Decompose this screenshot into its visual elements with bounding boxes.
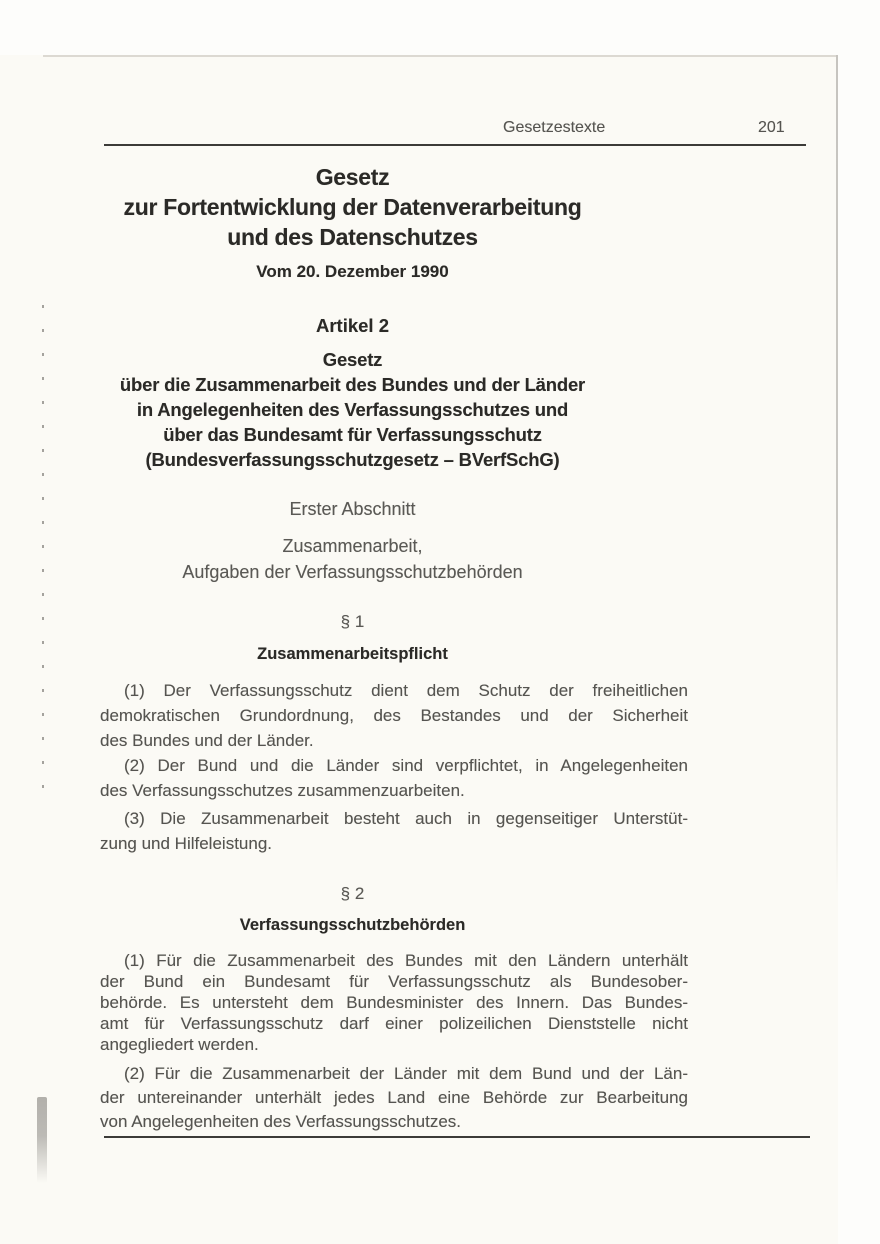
article-subtitle-line: über das Bundesamt für Verfassungsschutz [163,424,542,445]
paragraph-mark: § 1 [340,612,365,631]
paper-right-edge-line [836,55,838,895]
text-line: (1) Für die Zusammenarbeit des Bundes mit den Ländern unterhält [124,951,688,970]
section-subtitle-line: Aufgaben der Verfassungsschutzbehörden [182,562,523,582]
text-line: von Angelegenheiten des Verfassungsschutzes. [100,1112,462,1131]
binding-artifact-dashes [42,305,44,797]
text-line: der untereinander unterhält jedes Land eine Behörde zur Bearbeitung [100,1088,688,1107]
header-rule [104,144,806,146]
article-subtitle-line: Gesetz [322,349,383,370]
paragraph-text-block [100,678,688,753]
running-title: Gesetzestexte [503,119,606,136]
text-line: zung und Hilfeleistung. [100,834,273,853]
scanner-backdrop-right [838,0,880,1244]
paragraph-text-block [100,753,688,803]
text-line: behörde. Es untersteht dem Bundesminister des Innern. Das Bundes- [100,993,688,1012]
article-subtitle [70,347,635,472]
text-line: (2) Für die Zusammenarbeit der Länder mit dem Bund und der Län- [124,1064,688,1083]
binding-shadow-bottom-left [37,1097,47,1183]
article-subtitle-line: in Angelegenheiten des Verfassungsschutzes und [136,399,569,420]
section-subtitle-line: Zusammenarbeit, [282,536,423,556]
paragraph-text-block [100,1062,688,1134]
article-subtitle-line: (Bundesverfassungsschutzgesetz – BVerfSchG) [145,449,560,470]
text-line: (2) Der Bund und die Länder sind verpflichtet, in Angelegenheiten [124,756,688,775]
law-title-line: Gesetz [315,164,390,190]
law-title-line: und des Datenschutzes [227,224,478,250]
text-line: (3) Die Zusammenarbeit besteht auch in gegenseitiger Unterstüt- [124,809,688,828]
text-line: (1) Der Verfassungsschutz dient dem Schutz der freiheitlichen [124,681,688,700]
paragraph-text-block [100,950,688,1055]
law-title-line: zur Fortentwicklung der Datenverarbeitung [123,194,582,220]
paragraph-heading: Verfassungsschutzbehörden [239,916,466,934]
section-subtitle [70,533,635,585]
text-line: angegliedert werden. [100,1035,259,1054]
section-name: Erster Abschnitt [289,499,416,519]
text-line: amt für Verfassungsschutz darf einer polizeilichen Dienststelle nicht [100,1014,688,1033]
paragraph-text-block [100,806,688,856]
paragraph-heading: Zusammenarbeitspflicht [257,645,448,663]
text-line: der Bund ein Bundesamt für Verfassungsschutz als Bundesober- [100,972,688,991]
article-subtitle-line: über die Zusammenarbeit des Bundes und der Länder [119,374,586,395]
text-line: des Verfassungsschutzes zusammenzuarbeiten. [100,781,465,800]
law-title [70,162,635,252]
text-line: des Bundes und der Länder. [100,731,314,750]
page-number: 201 [758,119,785,136]
paragraph-mark: § 2 [340,884,365,903]
text-line: demokratischen Grundordnung, des Bestandes und der Sicherheit [100,706,688,725]
footer-rule [104,1136,810,1138]
paper-top-edge-line [43,55,837,57]
article-label: Artikel 2 [315,315,389,336]
scanner-backdrop-top [0,0,880,55]
law-date: Vom 20. Dezember 1990 [256,262,449,281]
